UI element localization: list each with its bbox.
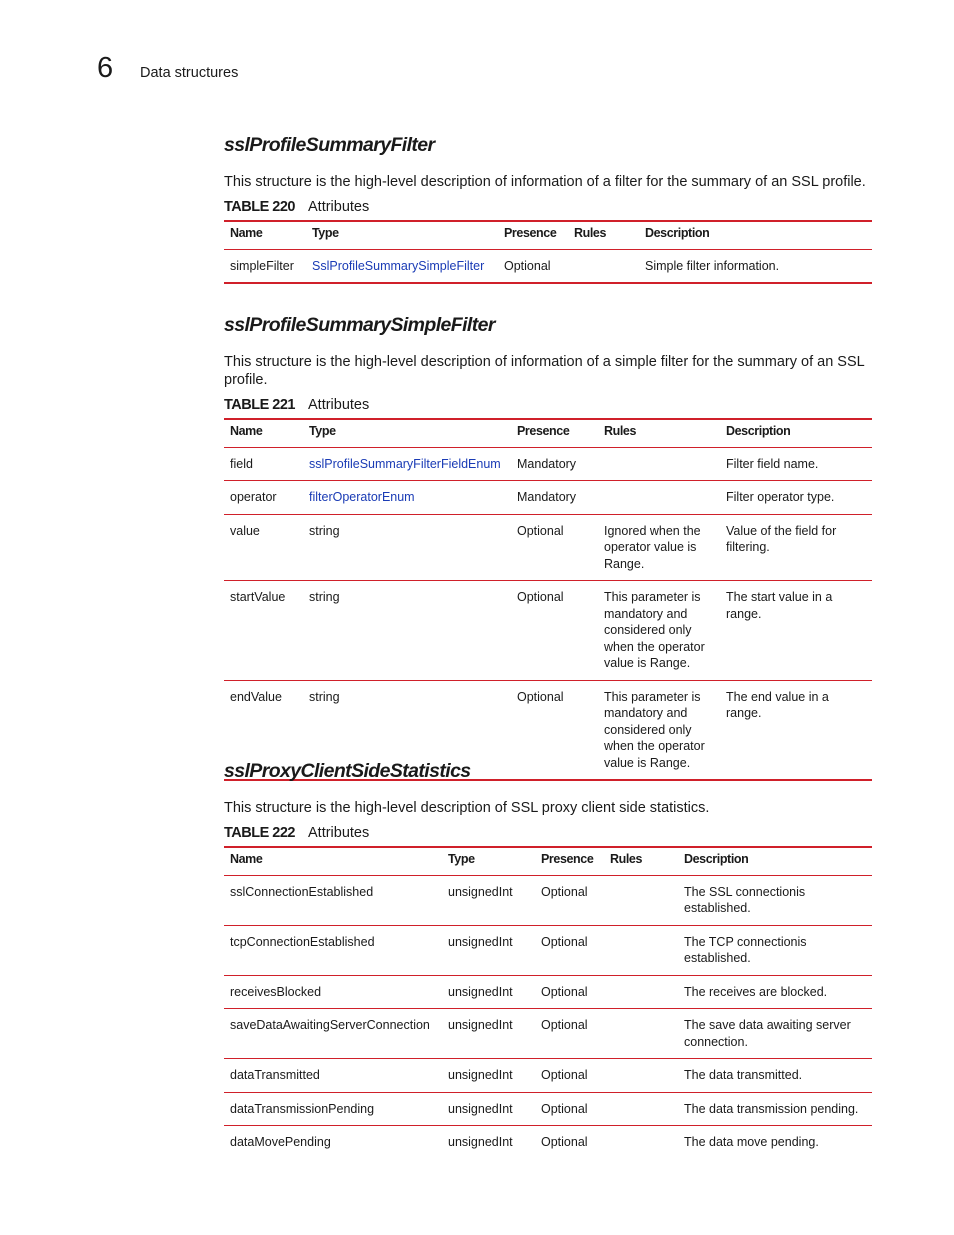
- cell-name: field: [224, 447, 303, 481]
- cell-name: operator: [224, 481, 303, 515]
- table-row: [224, 481, 872, 515]
- cell-description: The data move pending.: [684, 1135, 819, 1149]
- column-header-name: Name: [230, 851, 263, 866]
- cell-type: unsignedInt: [442, 925, 535, 975]
- cell-description: The TCP connectionis established.: [678, 925, 872, 975]
- cell-presence: Mandatory: [511, 447, 598, 481]
- table-row: [224, 1126, 872, 1159]
- column-header-name: Name: [230, 225, 263, 240]
- cell-type: string: [303, 581, 511, 681]
- section-description: This structure is the high-level description of information of a filter for the summary of an SSL profile.: [224, 173, 866, 190]
- table-caption-text: Attributes: [308, 396, 370, 413]
- cell-presence: Optional: [498, 249, 568, 283]
- table-caption: [224, 396, 872, 414]
- section-description: This structure is the high-level description of information of a simple filter for the summary of an SSL profile.: [224, 353, 865, 388]
- table-caption-text: Attributes: [308, 824, 370, 841]
- table-label: TABLE 220: [224, 198, 295, 215]
- cell-description: The SSL connectionis established.: [678, 875, 872, 925]
- section-ssl-profile-summary-simple-filter: [224, 316, 872, 781]
- cell-rules: This parameter is mandatory and considered only when the operator value is Range.: [598, 680, 720, 780]
- cell-presence: Optional: [535, 1092, 604, 1126]
- table-row: [224, 875, 872, 925]
- cell-name: dataTransmissionPending: [224, 1092, 442, 1126]
- section-ssl-proxy-client-side-statistics: [224, 762, 872, 1159]
- table-header-row: [224, 221, 872, 250]
- column-header-description: Description: [645, 225, 710, 240]
- table-row: [224, 581, 872, 681]
- section-description: This structure is the high-level description of SSL proxy client side statistics.: [224, 799, 710, 816]
- chapter-number: 6: [97, 52, 114, 84]
- chapter-title: Data structures: [140, 65, 239, 81]
- section-title: sslProxyClientSideStatistics: [224, 760, 471, 782]
- table-row: [224, 1059, 872, 1093]
- cell-description: Value of the field for filtering.: [720, 514, 872, 581]
- cell-description: Filter field name.: [720, 447, 872, 481]
- cell-presence: Optional: [541, 1135, 588, 1149]
- cell-rules: This parameter is mandatory and considered only when the operator value is Range.: [598, 581, 720, 681]
- table-row: [224, 249, 872, 283]
- column-header-type: Type: [309, 423, 336, 438]
- column-header-rules: Rules: [610, 851, 643, 866]
- section-title: sslProfileSummaryFilter: [224, 134, 435, 156]
- cell-description: The data transmitted.: [678, 1059, 872, 1093]
- cell-type: unsignedInt: [442, 875, 535, 925]
- cell-name: dataTransmitted: [224, 1059, 442, 1093]
- cell-type-link[interactable]: filterOperatorEnum: [303, 481, 511, 515]
- table-label: TABLE 222: [224, 824, 295, 841]
- table-row: [224, 1092, 872, 1126]
- section-ssl-profile-summary-filter: [224, 136, 872, 284]
- column-header-rules: Rules: [604, 423, 637, 438]
- cell-rules: [598, 481, 720, 515]
- attributes-table-222: [224, 846, 872, 1159]
- table-row: [224, 447, 872, 481]
- table-caption: [224, 198, 872, 216]
- cell-rules: [604, 1059, 678, 1093]
- cell-type: unsignedInt: [448, 1135, 513, 1149]
- cell-presence: Optional: [535, 875, 604, 925]
- table-row: [224, 925, 872, 975]
- attributes-table-221: [224, 418, 872, 782]
- table-row: [224, 975, 872, 1009]
- column-header-description: Description: [726, 423, 791, 438]
- cell-rules: [598, 447, 720, 481]
- cell-presence: Optional: [535, 1009, 604, 1059]
- cell-name: tcpConnectionEstablished: [224, 925, 442, 975]
- cell-rules: [604, 975, 678, 1009]
- cell-name: startValue: [224, 581, 303, 681]
- column-header-type: Type: [448, 851, 475, 866]
- cell-rules: [604, 1009, 678, 1059]
- cell-name: simpleFilter: [224, 249, 306, 283]
- cell-description: The start value in a range.: [720, 581, 872, 681]
- section-title: sslProfileSummarySimpleFilter: [224, 314, 495, 336]
- column-header-type: Type: [312, 225, 339, 240]
- cell-type: unsignedInt: [442, 1009, 535, 1059]
- cell-name: value: [224, 514, 303, 581]
- cell-name: sslConnectionEstablished: [224, 875, 442, 925]
- cell-presence: Optional: [535, 925, 604, 975]
- cell-rules: [568, 249, 639, 283]
- table-caption-text: Attributes: [308, 198, 370, 215]
- cell-type: string: [303, 514, 511, 581]
- cell-rules: Ignored when the operator value is Range.: [598, 514, 720, 581]
- cell-type-link[interactable]: SslProfileSummarySimpleFilter: [306, 249, 498, 283]
- table-header-row: [224, 419, 872, 448]
- cell-type: unsignedInt: [442, 1059, 535, 1093]
- cell-presence: Optional: [511, 581, 598, 681]
- column-header-rules: Rules: [574, 225, 607, 240]
- cell-rules: [604, 1092, 678, 1126]
- table-row: [224, 1009, 872, 1059]
- cell-name: saveDataAwaitingServerConnection: [224, 1009, 442, 1059]
- cell-type: unsignedInt: [442, 1092, 535, 1126]
- cell-rules: [604, 925, 678, 975]
- table-header-row: [224, 847, 872, 876]
- column-header-presence: Presence: [541, 851, 594, 866]
- cell-description: The end value in a range.: [720, 680, 872, 780]
- attributes-table-220: [224, 220, 872, 285]
- cell-name: endValue: [224, 680, 303, 780]
- cell-description: The data transmission pending.: [678, 1092, 872, 1126]
- cell-presence: Optional: [535, 975, 604, 1009]
- cell-type-link[interactable]: sslProfileSummaryFilterFieldEnum: [303, 447, 511, 481]
- cell-name: receivesBlocked: [224, 975, 442, 1009]
- column-header-presence: Presence: [517, 423, 570, 438]
- column-header-presence: Presence: [504, 225, 557, 240]
- cell-type: string: [303, 680, 511, 780]
- cell-description: Simple filter information.: [639, 249, 872, 283]
- table-caption: [224, 824, 872, 842]
- cell-presence: Mandatory: [511, 481, 598, 515]
- cell-description: Filter operator type.: [720, 481, 872, 515]
- cell-presence: Optional: [511, 514, 598, 581]
- column-header-name: Name: [230, 423, 263, 438]
- cell-description: The receives are blocked.: [678, 975, 872, 1009]
- cell-name: dataMovePending: [230, 1135, 331, 1149]
- cell-rules: [604, 875, 678, 925]
- table-label: TABLE 221: [224, 396, 295, 413]
- table-row: [224, 514, 872, 581]
- cell-description: The save data awaiting server connection.: [678, 1009, 872, 1059]
- cell-presence: Optional: [511, 680, 598, 780]
- cell-type: unsignedInt: [442, 975, 535, 1009]
- cell-presence: Optional: [535, 1059, 604, 1093]
- cell-rules: [604, 1126, 678, 1159]
- column-header-description: Description: [684, 851, 749, 866]
